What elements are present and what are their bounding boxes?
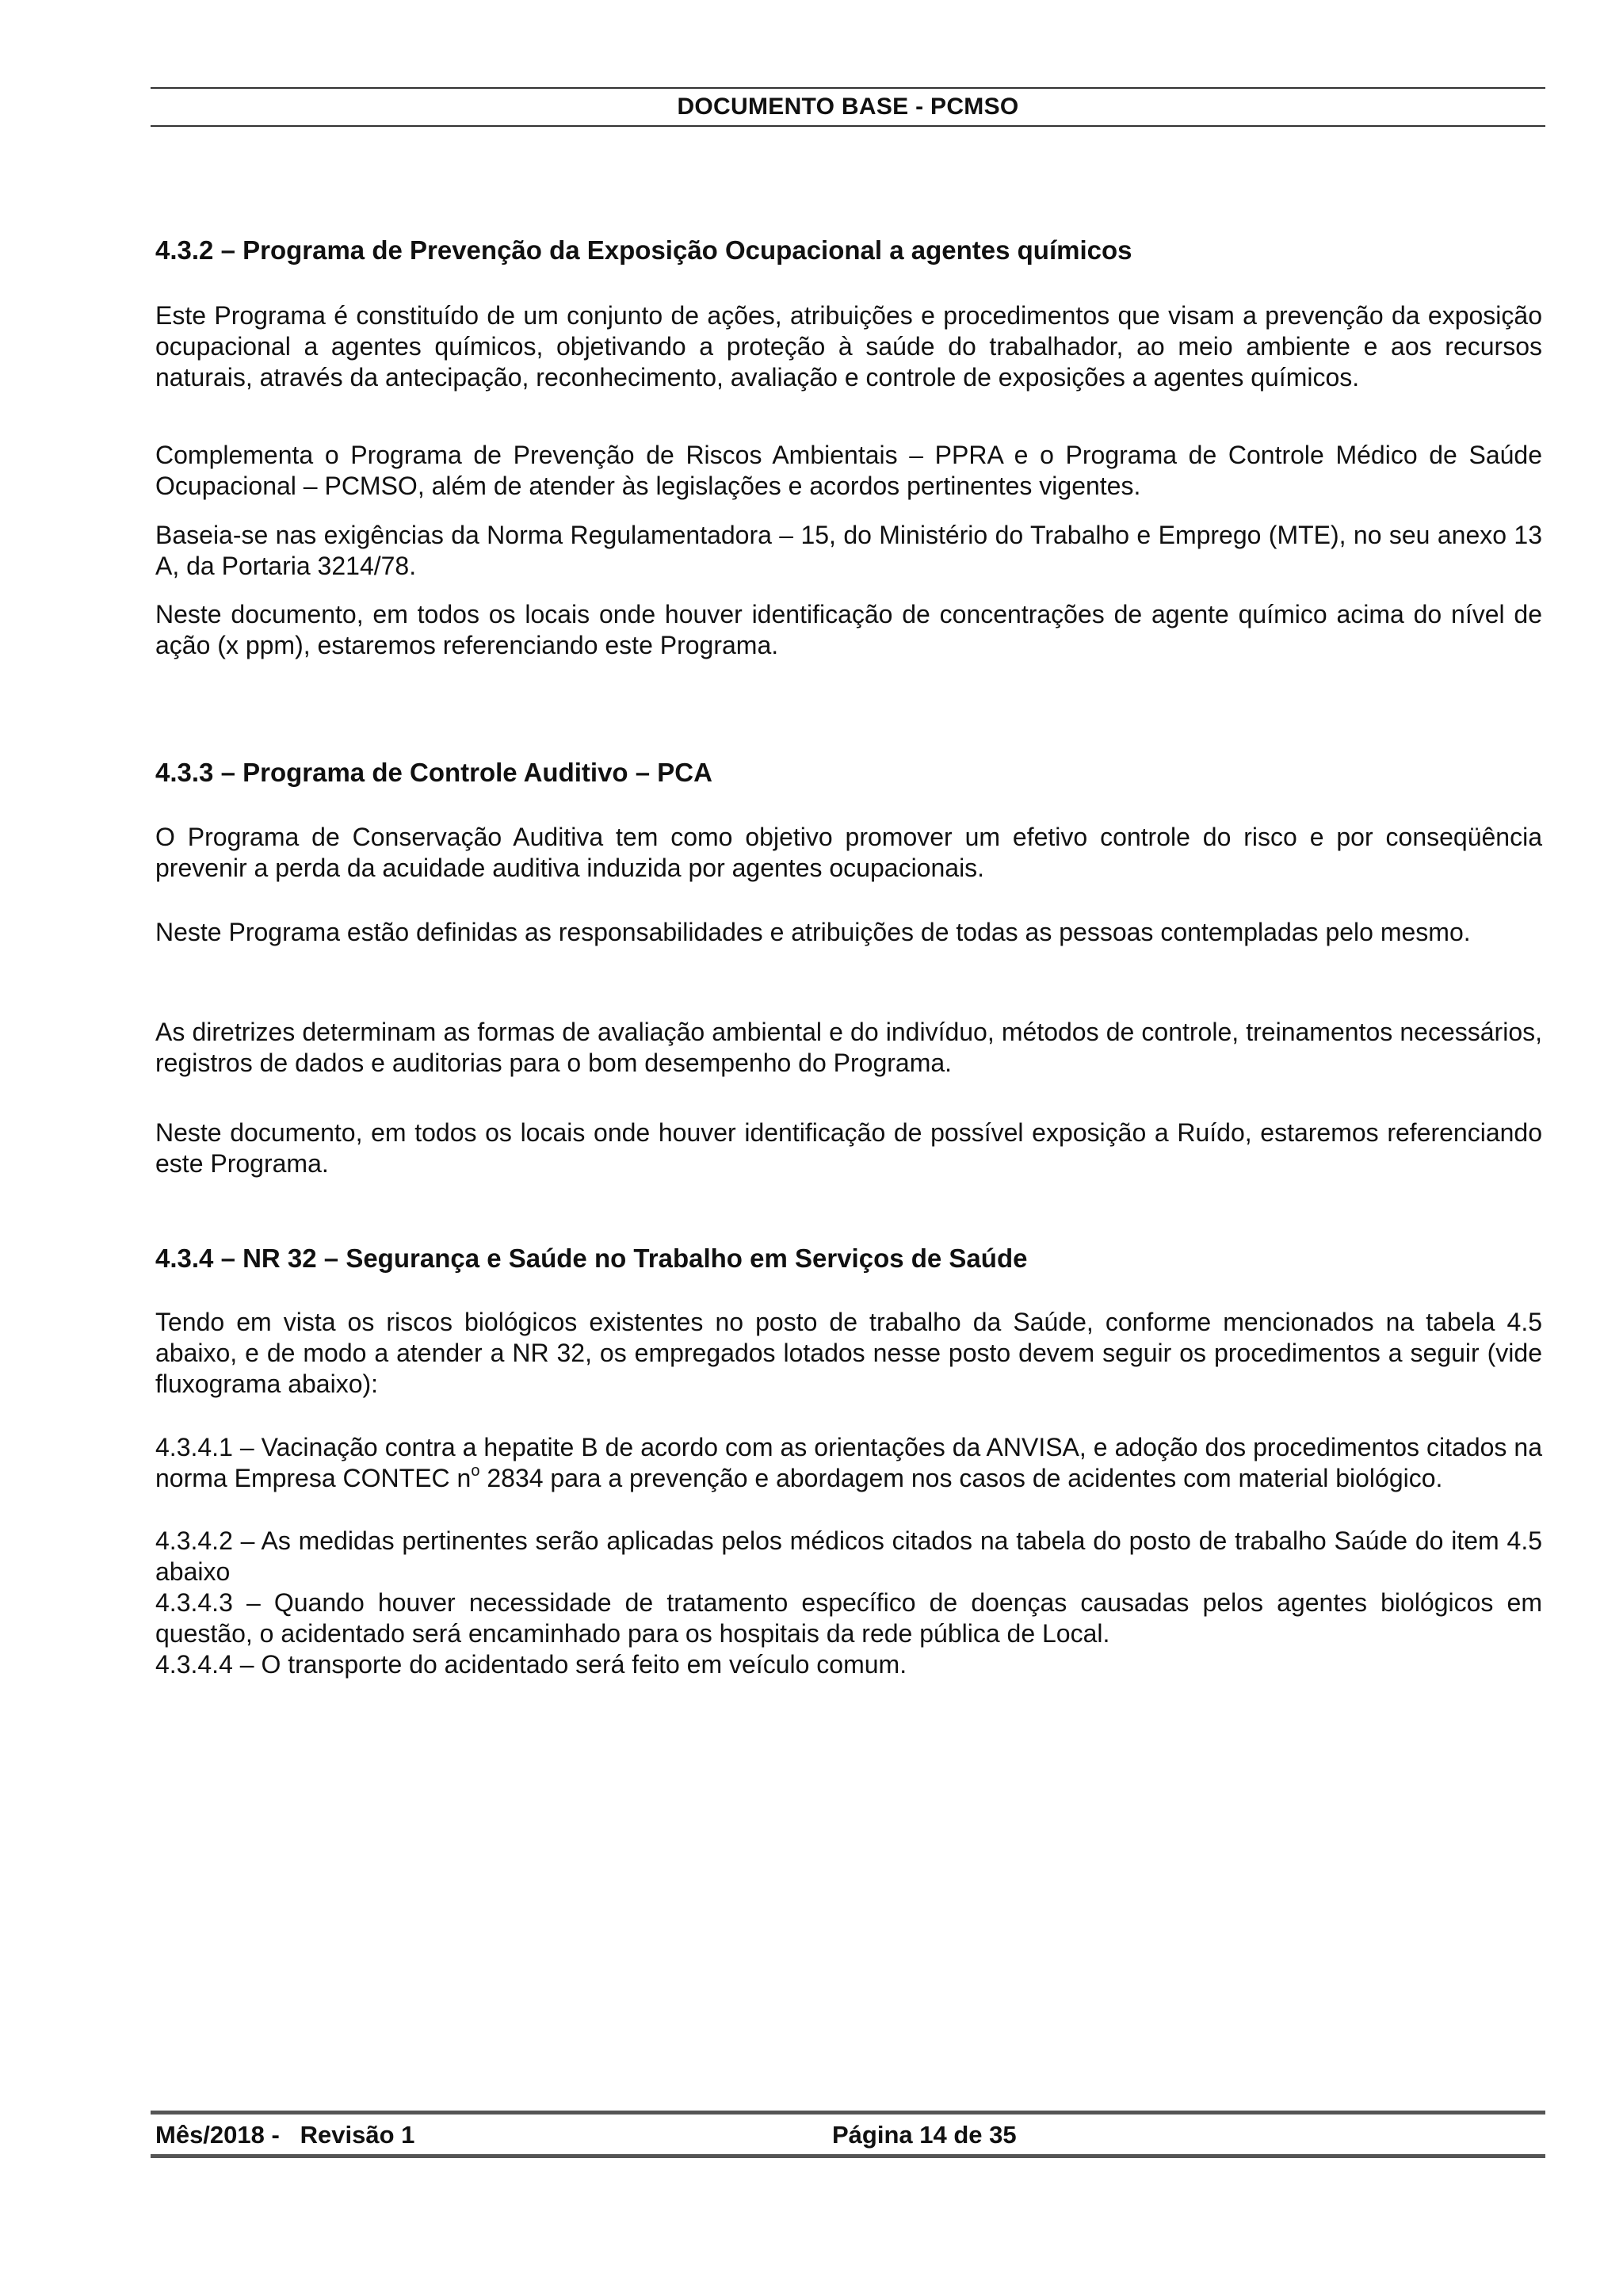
section-title-4-3-2: 4.3.2 – Programa de Prevenção da Exposição Ocupacional a agentes químicos <box>155 235 1132 265</box>
section-title-4-3-3: 4.3.3 – Programa de Controle Auditivo – PCA <box>155 758 712 787</box>
list-item-text: 4.3.4.1 – Vacinação contra a hepatite B de acordo com as orientações da ANVISA, e adoção dos procedimentos citados na norma Empresa CONTEC n <box>155 1433 1542 1492</box>
paragraph: Neste documento, em todos os locais onde houver identificação de possível exposição a Ruído, estaremos referenciando este Programa. <box>155 1118 1542 1178</box>
list-item-4-3-4-4: 4.3.4.4 – O transporte do acidentado será feito em veículo comum. <box>155 1650 907 1679</box>
paragraph: Tendo em vista os riscos biológicos existentes no posto de trabalho da Saúde, conforme mencionados na tabela 4.5 abaixo, e de modo a atender a NR 32, os empregados lotados nesse posto devem seguir os procedimentos a seguir (vide fluxograma abaixo): <box>155 1308 1542 1398</box>
list-item-text: 2834 para a prevenção e abordagem nos casos de acidentes com material biológico. <box>479 1464 1443 1492</box>
header-top-rule <box>151 87 1545 89</box>
footer-page-number: Página 14 de 35 <box>832 2121 1017 2149</box>
header-title: DOCUMENTO BASE - PCMSO <box>677 94 1019 120</box>
superscript-o: o <box>471 1462 480 1480</box>
footer-revision: Mês/2018 - Revisão 1 <box>155 2121 415 2149</box>
footer-top-rule <box>151 2111 1545 2115</box>
paragraph: O Programa de Conservação Auditiva tem como objetivo promover um efetivo controle do risco e por conseqüência prevenir a perda da acuidade auditiva induzida por agentes ocupacionais. <box>155 823 1542 882</box>
paragraph: Este Programa é constituído de um conjunto de ações, atribuições e procedimentos que visam a prevenção da exposição ocupacional a agentes químicos, objetivando a proteção à saúde do trabalhador, ao meio ambiente e aos recursos naturais, através da antecipação, reconhecimento, avaliação e controle de exposições a agentes químicos. <box>155 301 1542 392</box>
paragraph: Complementa o Programa de Prevenção de Riscos Ambientais – PPRA e o Programa de Controle Médico de Saúde Ocupacional – PCMSO, além de atender às legislações e acordos pertinentes vigentes. <box>155 441 1542 500</box>
list-item-4-3-4-3: 4.3.4.3 – Quando houver necessidade de tratamento específico de doenças causadas pelos agentes biológicos em questão, o acidentado será encaminhado para os hospitais da rede pública de Local. <box>155 1588 1542 1648</box>
footer-bottom-rule <box>151 2154 1545 2158</box>
header-bottom-rule <box>151 125 1545 127</box>
paragraph: As diretrizes determinam as formas de avaliação ambiental e do indivíduo, métodos de controle, treinamentos necessários, registros de dados e auditorias para o bom desempenho do Programa. <box>155 1018 1542 1077</box>
list-item-4-3-4-1 <box>155 1432 1542 1494</box>
list-item-4-3-4-2: 4.3.4.2 – As medidas pertinentes serão aplicadas pelos médicos citados na tabela do posto de trabalho Saúde do item 4.5 abaixo <box>155 1526 1542 1586</box>
paragraph: Baseia-se nas exigências da Norma Regulamentadora – 15, do Ministério do Trabalho e Emprego (MTE), no seu anexo 13 A, da Portaria 3214/78. <box>155 521 1542 580</box>
paragraph: Neste documento, em todos os locais onde houver identificação de concentrações de agente químico acima do nível de ação (x ppm), estaremos referenciando este Programa. <box>155 600 1542 659</box>
section-title-4-3-4: 4.3.4 – NR 32 – Segurança e Saúde no Trabalho em Serviços de Saúde <box>155 1244 1028 1273</box>
paragraph: Neste Programa estão definidas as responsabilidades e atribuições de todas as pessoas contempladas pelo mesmo. <box>155 918 1471 946</box>
